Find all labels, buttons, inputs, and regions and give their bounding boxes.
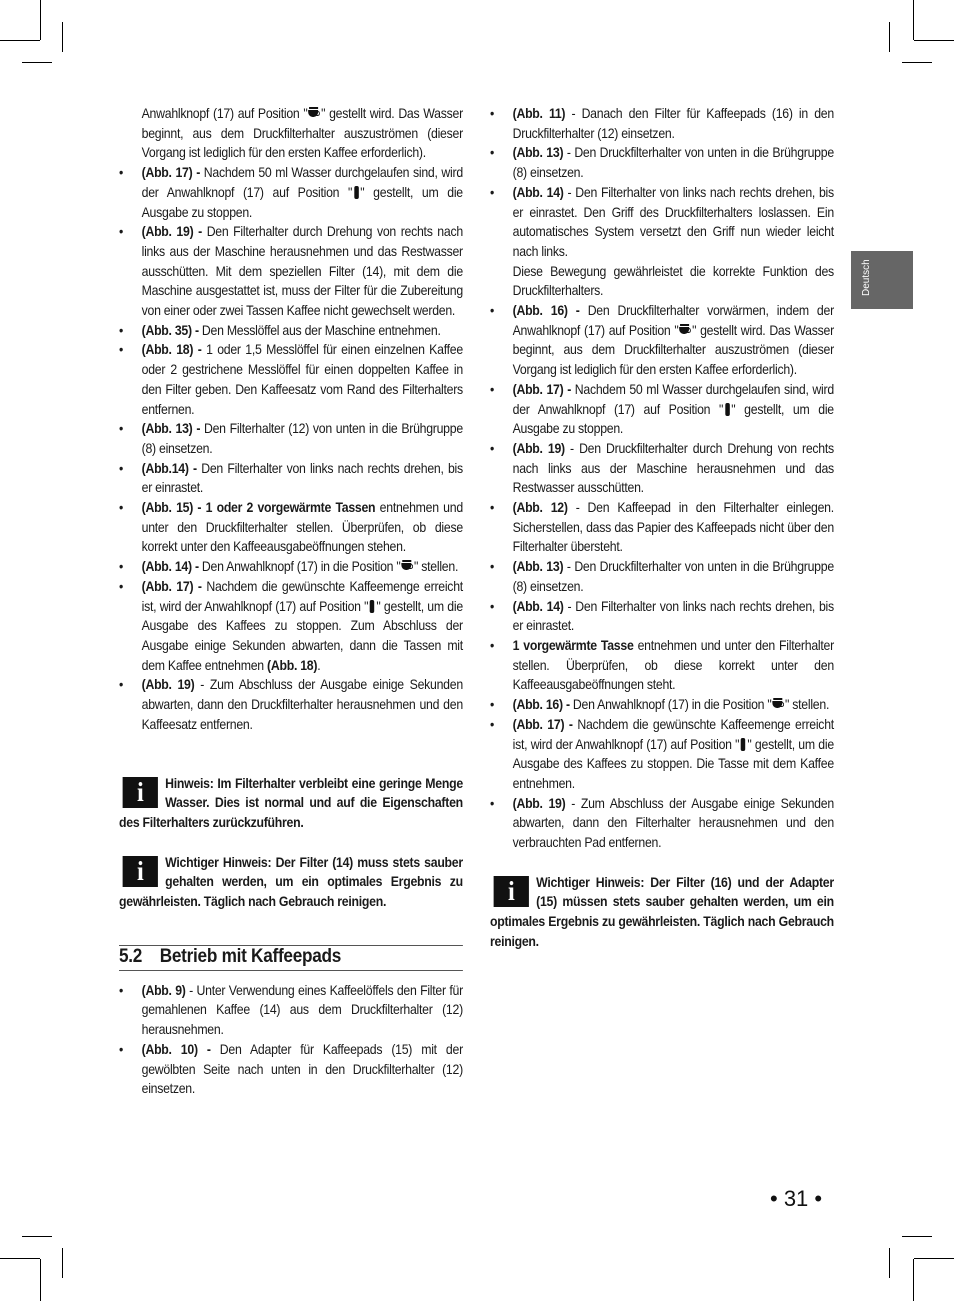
crop-mark	[62, 1248, 63, 1278]
section-heading	[119, 945, 463, 971]
crop-mark	[889, 1248, 890, 1278]
crop-mark	[889, 22, 890, 52]
bullet: •	[490, 145, 495, 161]
figure-ref: (Abb. 12)	[512, 500, 568, 516]
text: " gestellt, um die Ausgabe des Kaffees zu stoppen. Zum Abschluss der Ausgabe einige Sekunden abwarten, dann die Tassen mit dem Kaffee entnehmen	[141, 598, 463, 673]
text: - Den Druckfilterhalter von unten in die Brühgruppe (8) einsetzen.	[512, 559, 834, 594]
bullet: •	[490, 381, 495, 397]
text: Den Messlöffel aus der Maschine entnehmen.	[198, 322, 441, 338]
crop-mark	[0, 1258, 40, 1259]
text: Den Anwahlknopf (17) in die Position "	[569, 697, 772, 713]
figure-ref: (Abb. 9)	[141, 982, 186, 998]
figure-ref: (Abb. 14)	[512, 598, 564, 614]
figure-ref: (Abb. 13) -	[141, 421, 201, 437]
crop-mark	[40, 1259, 41, 1301]
list-item	[490, 143, 834, 182]
coffee-cup-icon	[679, 324, 691, 336]
crop-mark	[22, 62, 52, 63]
text: Den Filterhalter von links nach rechts drehen, bis er einrastet.	[141, 460, 463, 496]
text: entnehmen und unter den Filterhalter stellen. Überprüfen, ob diese korrekt unter den Kaffeeausgabeöffnungen steht.	[512, 637, 834, 693]
language-side-tab	[851, 251, 913, 309]
info-icon: i	[123, 856, 158, 887]
bullet: •	[119, 1041, 124, 1057]
stop-position-icon	[369, 600, 375, 612]
section-title: Betrieb mit Kaffeepads	[159, 945, 342, 967]
note-text: Wichtiger Hinweis: Der Filter (16) und der Adapter (15) müssen stets sauber gehalten werden, um ein optimales Ergebnis zu gewährleisten. Täglich nach Gebrauch reinigen.	[490, 874, 834, 949]
section-number: 5.2	[119, 945, 143, 967]
right-column	[490, 104, 834, 952]
bullet: •	[119, 677, 124, 693]
figure-ref: (Abb. 17) -	[141, 165, 201, 181]
figure-ref: (Abb. 17) -	[512, 716, 573, 732]
list-item	[490, 636, 834, 695]
text: - Den Druckfilterhalter durch Drehung von rechts nach links aus der Maschine herausnehmen und das Restwasser ausschütten.	[512, 440, 834, 496]
crop-mark	[40, 0, 41, 40]
text: - Danach den Filter für Kaffeepads (16) in den Druckfilterhalter (12) einsetzen.	[512, 106, 834, 141]
bullet: •	[119, 500, 124, 516]
info-icon: i	[123, 777, 158, 808]
text: Den Druckfilterhalter vorwärmen, indem der Anwahlknopf (17) auf Position "	[512, 303, 834, 338]
list-item	[490, 439, 834, 498]
coffee-cup-icon	[401, 560, 413, 572]
page-number: • 31 •	[770, 1186, 823, 1211]
list-item	[490, 380, 834, 439]
figure-ref: (Abb. 17) -	[512, 381, 572, 397]
figure-ref: (Abb. 19)	[141, 677, 195, 693]
crop-mark	[902, 62, 932, 63]
bullet: •	[119, 421, 124, 437]
figure-ref: (Abb. 19) -	[141, 224, 202, 240]
text: Nachdem 50 ml Wasser durchgelaufen sind, wird der Anwahlknopf (17) auf Position "	[512, 381, 834, 417]
paragraph: Diese Bewegung gewährleistet die korrekte Funktion des Druckfilterhalters.	[512, 263, 834, 299]
text: Nachdem die gewünschte Kaffeemenge erreicht ist, wird der Anwahlknopf (17) auf Position "	[512, 716, 834, 752]
text: Den Filterhalter durch Drehung von rechts nach links aus der Maschine herausnehmen und das Restwasser ausschütten. Mit dem speziellen Filter (14), mit dem die Maschine ausgestattet ist, muss der Filter für die Zubereitung von einer oder zwei Tassen Kaffee nicht gewechselt werden.	[141, 224, 463, 319]
text: - Zum Abschluss der Ausgabe einige Sekunden abwarten, dann den Druckfilterhalter herausnehmen und den Kaffeesatz entfernen.	[141, 677, 463, 732]
bullet: •	[490, 637, 495, 653]
list-item	[119, 557, 463, 577]
info-icon: i	[494, 876, 529, 907]
figure-ref: (Abb. 19)	[512, 795, 566, 811]
text: " gestellt wird. Das Wasser beginnt, aus dem Druckfilterhalter auszuströmen (dieser Vorgang ist lediglich für den ersten Kaffee erforderlich).	[512, 322, 834, 378]
bullet: •	[119, 224, 124, 240]
bullet: •	[119, 322, 124, 338]
bullet: •	[490, 106, 495, 121]
crop-mark	[0, 40, 40, 41]
list-item	[119, 577, 463, 676]
list-item	[490, 104, 834, 143]
note-text: Hinweis: Im Filterhalter verbleibt eine geringe Menge Wasser. Dies ist normal und auf die Eigenschaften des Filterhalters zurückzuführen.	[119, 775, 463, 830]
crop-mark	[22, 1236, 52, 1237]
bullet: •	[119, 559, 124, 575]
figure-ref: (Abb. 14) -	[141, 559, 199, 575]
list-item	[490, 715, 834, 794]
text: - Zum Abschluss der Ausgabe einige Sekunden abwarten, dann den Filterhalter herausnehmen und den verbrauchten Pad entfernen.	[512, 795, 834, 851]
coffee-cup-icon	[772, 698, 784, 710]
text: - Den Filterhalter von links nach rechts drehen, bis er einrastet.	[512, 598, 834, 634]
crop-mark	[902, 1236, 932, 1237]
text: - Den Filterhalter von links nach rechts drehen, bis er einrastet. Den Griff des Druckfilterhalters loslassen. Ein automatisches System versetzt den Griff nun wieder leicht nach links.	[512, 184, 834, 259]
text: - Den Kaffeepad in den Filterhalter einlegen. Sicherstellen, dass das Papier des Kaffeepads nicht über den Filterhalter übersteht.	[512, 500, 834, 555]
bullet: •	[490, 716, 495, 732]
info-note	[119, 774, 463, 833]
figure-ref: (Abb. 19)	[512, 440, 565, 456]
text: " gestellt, um die Ausgabe des Kaffees zu stoppen. Die Tasse mit dem Kaffee entnehmen.	[512, 736, 834, 791]
figure-ref: (Abb. 11)	[512, 106, 566, 121]
coffee-cup-icon	[308, 107, 320, 119]
bullet: •	[490, 440, 495, 456]
crop-mark	[914, 1258, 954, 1259]
figure-ref: (Abb. 13)	[512, 559, 564, 575]
figure-ref: (Abb. 16) -	[512, 303, 580, 319]
bullet: •	[490, 559, 495, 575]
left-column	[119, 104, 463, 1099]
text: " gestellt, um die Ausgabe zu stoppen.	[141, 184, 463, 220]
bullet: •	[490, 598, 495, 614]
note-text: Wichtiger Hinweis: Der Filter (14) muss stets sauber gehalten werden, um ein optimales Ergebnis zu gewährleisten. Täglich nach Gebrauch reinigen.	[119, 854, 463, 910]
paragraph	[119, 104, 463, 163]
list-item	[119, 419, 463, 458]
crop-mark	[913, 1259, 914, 1301]
list-item	[490, 498, 834, 557]
list-item	[119, 981, 463, 1040]
text: Nachdem 50 ml Wasser durchgelaufen sind, wird der Anwahlknopf (17) auf Position "	[141, 165, 463, 200]
list-item	[119, 321, 463, 341]
figure-ref: (Abb. 13)	[512, 145, 564, 161]
bullet: •	[119, 982, 124, 998]
bullet: •	[119, 578, 124, 594]
list-item	[490, 183, 834, 262]
stop-position-icon	[740, 738, 746, 750]
list-item	[490, 695, 834, 715]
figure-ref: (Abb. 15) - 1 oder 2 vorgewärmte Tassen	[141, 500, 376, 516]
text: - Unter Verwendung eines Kaffeelöffels den Filter für gemahlenen Kaffee (14) aus dem Druckfilterhalter (12) herausnehmen.	[141, 982, 463, 1038]
important-note	[490, 873, 834, 952]
figure-ref: (Abb. 10) -	[141, 1041, 211, 1057]
bullet: •	[119, 460, 124, 476]
list-item	[490, 557, 834, 596]
list-item	[490, 597, 834, 636]
figure-ref: (Abb. 17) -	[141, 578, 202, 594]
figure-ref: (Abb. 18) -	[141, 342, 202, 358]
figure-ref: 1 vorgewärmte Tasse	[512, 637, 634, 653]
bullet: •	[119, 165, 124, 181]
stop-position-icon	[353, 186, 359, 198]
bullet: •	[119, 342, 124, 358]
list-item	[119, 675, 463, 734]
list-item	[119, 459, 463, 498]
text: Den Anwahlknopf (17) in die Position "	[198, 559, 401, 575]
list-item	[119, 340, 463, 419]
bullet: •	[490, 500, 495, 516]
text: " stellen.	[414, 559, 459, 575]
language-label: Deutsch	[861, 259, 872, 296]
text: 1 oder 1,5 Messlöffel für einen einzelnen Kaffee oder 2 gestrichene Messlöffel für einen doppelten Kaffee in den Filter geben. Den Kaffeesatz vom Rand des Filterhalters entfernen.	[141, 342, 463, 417]
text: Den Adapter für Kaffeepads (15) mit der gewölbten Seite nach unten in den Druckfilterhalter (12) einsetzen.	[141, 1041, 463, 1097]
bullet: •	[490, 303, 495, 319]
list-item	[490, 794, 834, 853]
list-item	[119, 1040, 463, 1099]
crop-mark	[914, 40, 954, 41]
text: " gestellt wird. Das Wasser beginnt, aus dem Druckfilterhalter auszuströmen (dieser Vorgang ist lediglich für den ersten Kaffee erforderlich).	[141, 106, 463, 161]
text: - Den Druckfilterhalter von unten in die Brühgruppe (8) einsetzen.	[512, 145, 834, 181]
text: .	[317, 657, 321, 673]
crop-mark	[62, 22, 63, 52]
stop-position-icon	[724, 403, 730, 415]
figure-ref: (Abb. 35) -	[141, 322, 199, 338]
text: entnehmen und unter den Druckfilterhalter stellen. Überprüfen, ob diese korrekt unter den Kaffeeausgabeöffnungen stehen.	[141, 500, 463, 555]
text: Anwahlknopf (17) auf Position "	[141, 106, 308, 121]
figure-ref: (Abb. 14)	[512, 184, 564, 200]
bullet: •	[490, 697, 495, 713]
text: " gestellt, um die Ausgabe zu stoppen.	[512, 401, 834, 437]
bullet: •	[490, 184, 495, 200]
text: Nachdem die gewünschte Kaffeemenge erreicht ist, wird der Anwahlknopf (17) auf Position "	[141, 578, 463, 614]
list-item	[490, 301, 834, 380]
figure-ref: (Abb. 16) -	[512, 697, 570, 713]
crop-mark	[913, 0, 914, 40]
bullet: •	[490, 795, 495, 811]
list-item	[119, 222, 463, 321]
figure-ref: (Abb.14) -	[141, 460, 197, 476]
figure-ref: (Abb. 18)	[267, 657, 318, 673]
important-note	[119, 853, 463, 912]
list-item	[119, 163, 463, 222]
text: " stellen.	[785, 697, 830, 713]
text: Den Filterhalter (12) von unten in die Brühgruppe (8) einsetzen.	[141, 421, 463, 456]
list-item	[119, 498, 463, 557]
